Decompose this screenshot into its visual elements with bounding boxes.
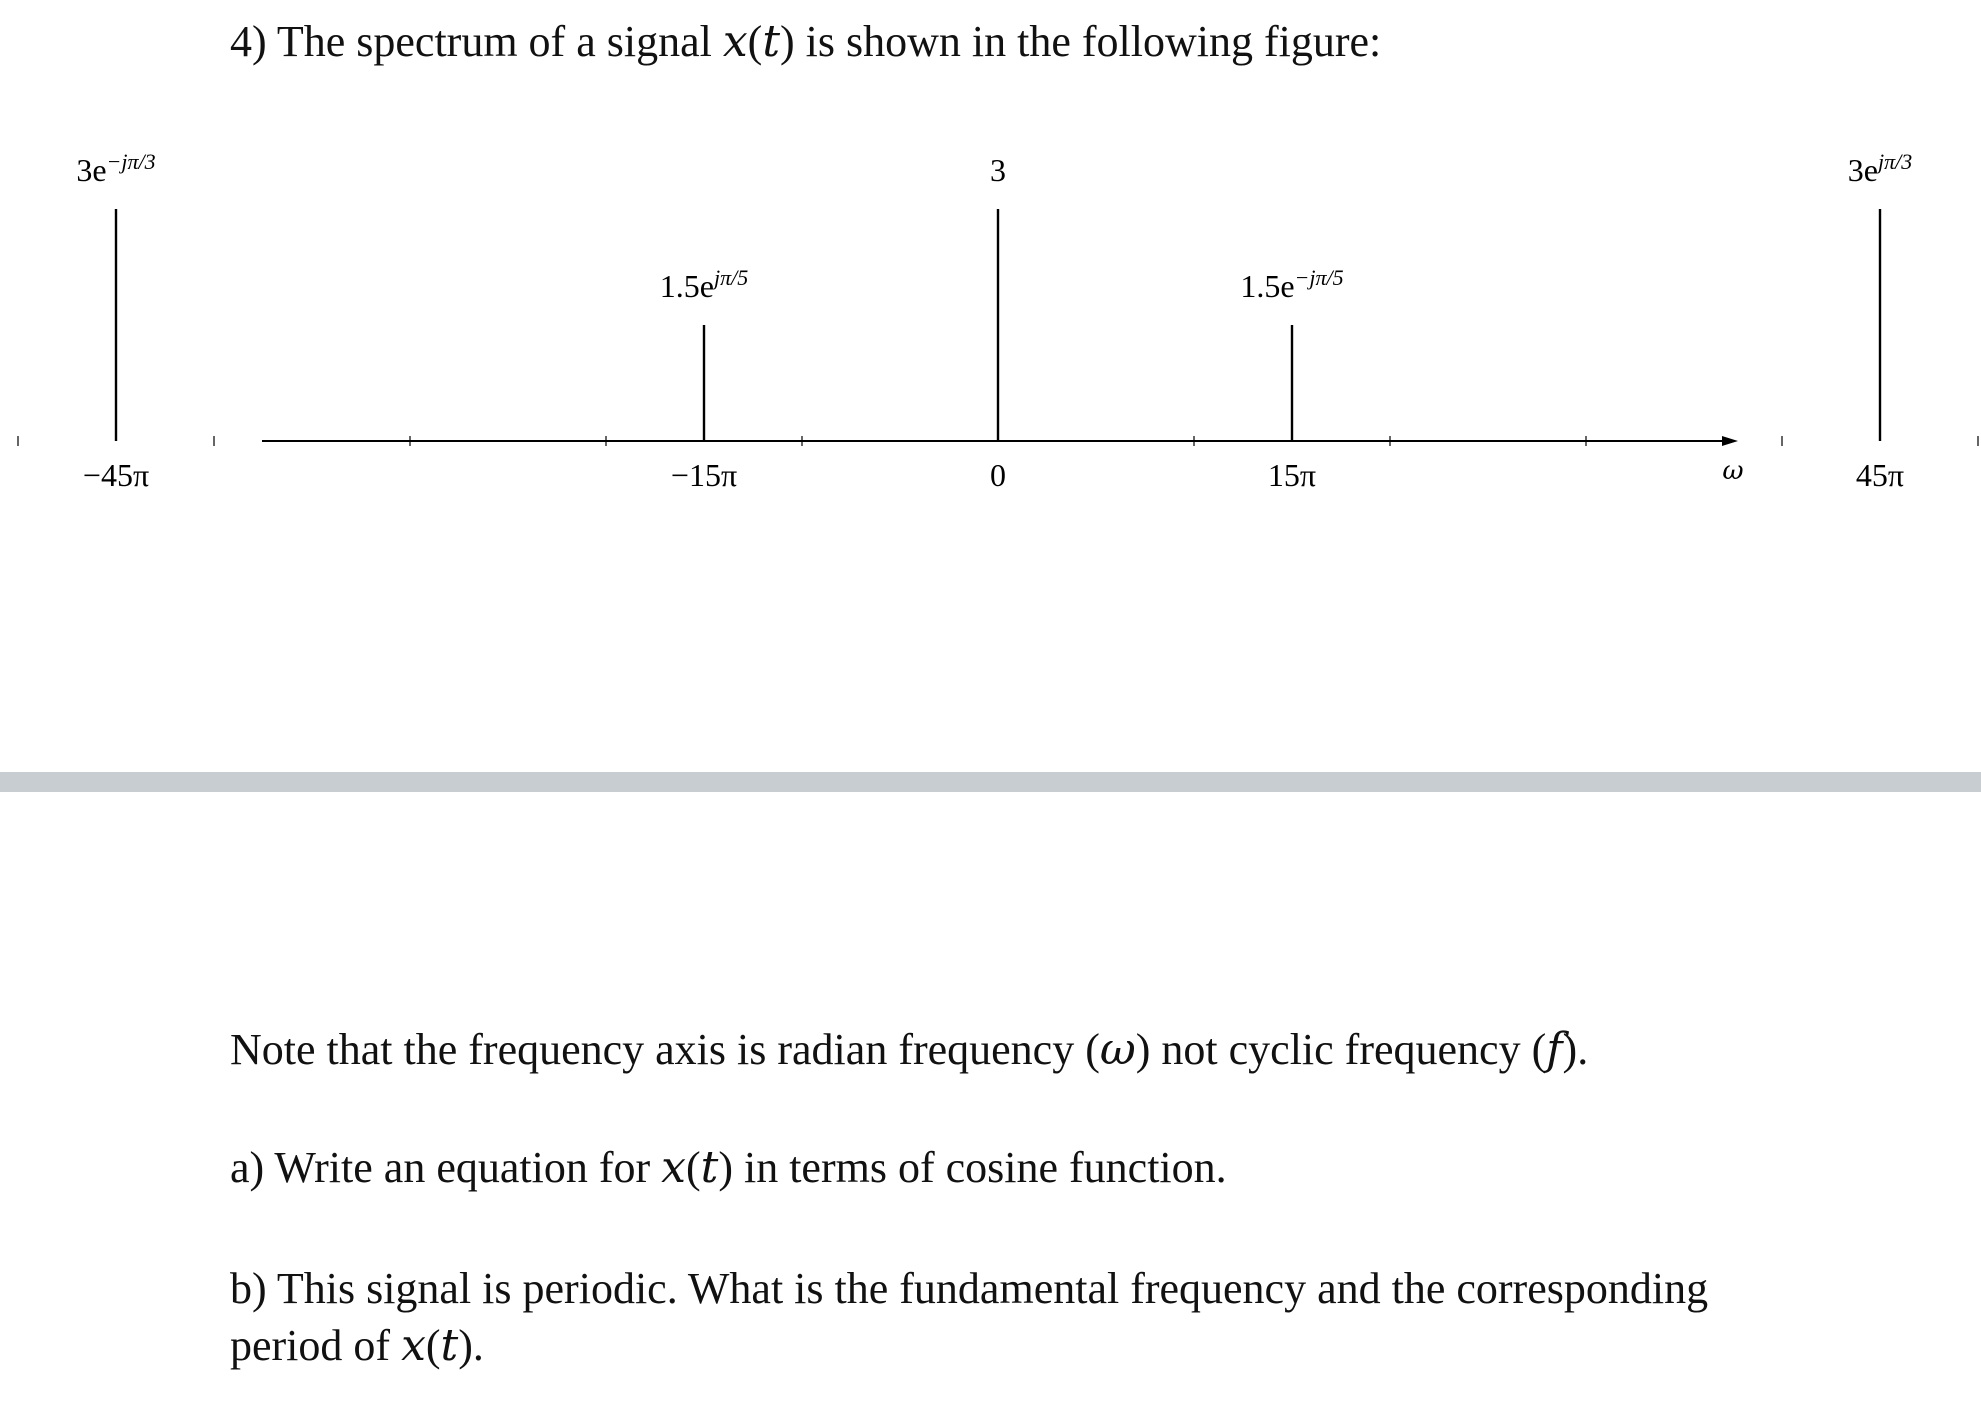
part-b-line-1: b) This signal is periodic. What is the fundamental frequency and the corresponding	[230, 1264, 1709, 1313]
section-divider	[0, 772, 1981, 792]
note-close-paren-f: )	[1562, 1025, 1578, 1074]
note-text	[230, 1024, 1588, 1077]
part-b	[230, 1260, 1790, 1374]
part-b-signal-symbol: x	[401, 1320, 426, 1372]
part-a-signal-symbol: x	[661, 1142, 686, 1193]
open-paren: (	[747, 17, 763, 66]
note-text-3: .	[1577, 1025, 1589, 1074]
tick-label: 45π	[1855, 457, 1905, 493]
part-b-suffix: .	[472, 1321, 484, 1371]
spike-value-label	[76, 149, 155, 188]
question-prefix: 4) The spectrum of a signal	[230, 17, 723, 66]
spike-label-base: 3e	[1847, 152, 1878, 188]
signal-arg: t	[762, 16, 781, 67]
note-text-2: not cyclic frequency	[1150, 1025, 1532, 1074]
spike-value-label	[990, 152, 1006, 188]
spike-label-exponent: −jπ/3	[106, 149, 156, 174]
omega-symbol: ω	[1099, 1024, 1136, 1075]
spike-label-exponent: jπ/5	[713, 265, 749, 290]
spike-label-base: 1.5e	[1240, 268, 1295, 304]
note-open-paren-f: (	[1531, 1025, 1547, 1074]
question-suffix: is shown in the following figure:	[794, 17, 1382, 66]
part-a-text-1: a) Write an equation for	[230, 1143, 662, 1192]
part-a-signal-arg: t	[700, 1142, 719, 1193]
axis-arrow-icon	[1722, 436, 1738, 446]
tick-label: −45π	[82, 457, 150, 493]
spike-value-label	[660, 265, 748, 304]
note-text-1: Note that the frequency axis is radian frequency	[230, 1025, 1086, 1074]
part-b-line-2	[230, 1317, 1790, 1374]
axis-label-omega: ω	[1722, 456, 1744, 486]
spike-label-exponent: −jπ/5	[1294, 265, 1344, 290]
spike-label-base: 3	[990, 152, 1006, 188]
part-a-text-2: in terms of cosine function.	[732, 1143, 1227, 1192]
part-a-open-paren: (	[685, 1143, 701, 1192]
spike-value-label	[1240, 265, 1343, 304]
spike-label-base: 3e	[76, 152, 107, 188]
part-b-close-paren: )	[458, 1321, 473, 1371]
part-a	[230, 1142, 1227, 1195]
f-symbol: f	[1546, 1024, 1563, 1075]
close-paren: )	[780, 17, 795, 66]
tick-label: 15π	[1267, 457, 1317, 493]
part-b-signal-arg: t	[440, 1320, 459, 1372]
spike-label-base: 1.5e	[659, 268, 714, 304]
part-b-prefix: period of	[230, 1321, 402, 1371]
spike-value-label	[1848, 149, 1912, 188]
tick-label: −15π	[670, 457, 738, 493]
spike-label-exponent: jπ/3	[1877, 149, 1913, 174]
tick-label: 0	[990, 457, 1006, 493]
part-b-open-paren: (	[425, 1321, 441, 1371]
note-close-paren: )	[1135, 1025, 1151, 1074]
part-a-close-paren: )	[718, 1143, 733, 1192]
signal-symbol: x	[722, 16, 748, 67]
note-open-paren: (	[1085, 1025, 1100, 1074]
